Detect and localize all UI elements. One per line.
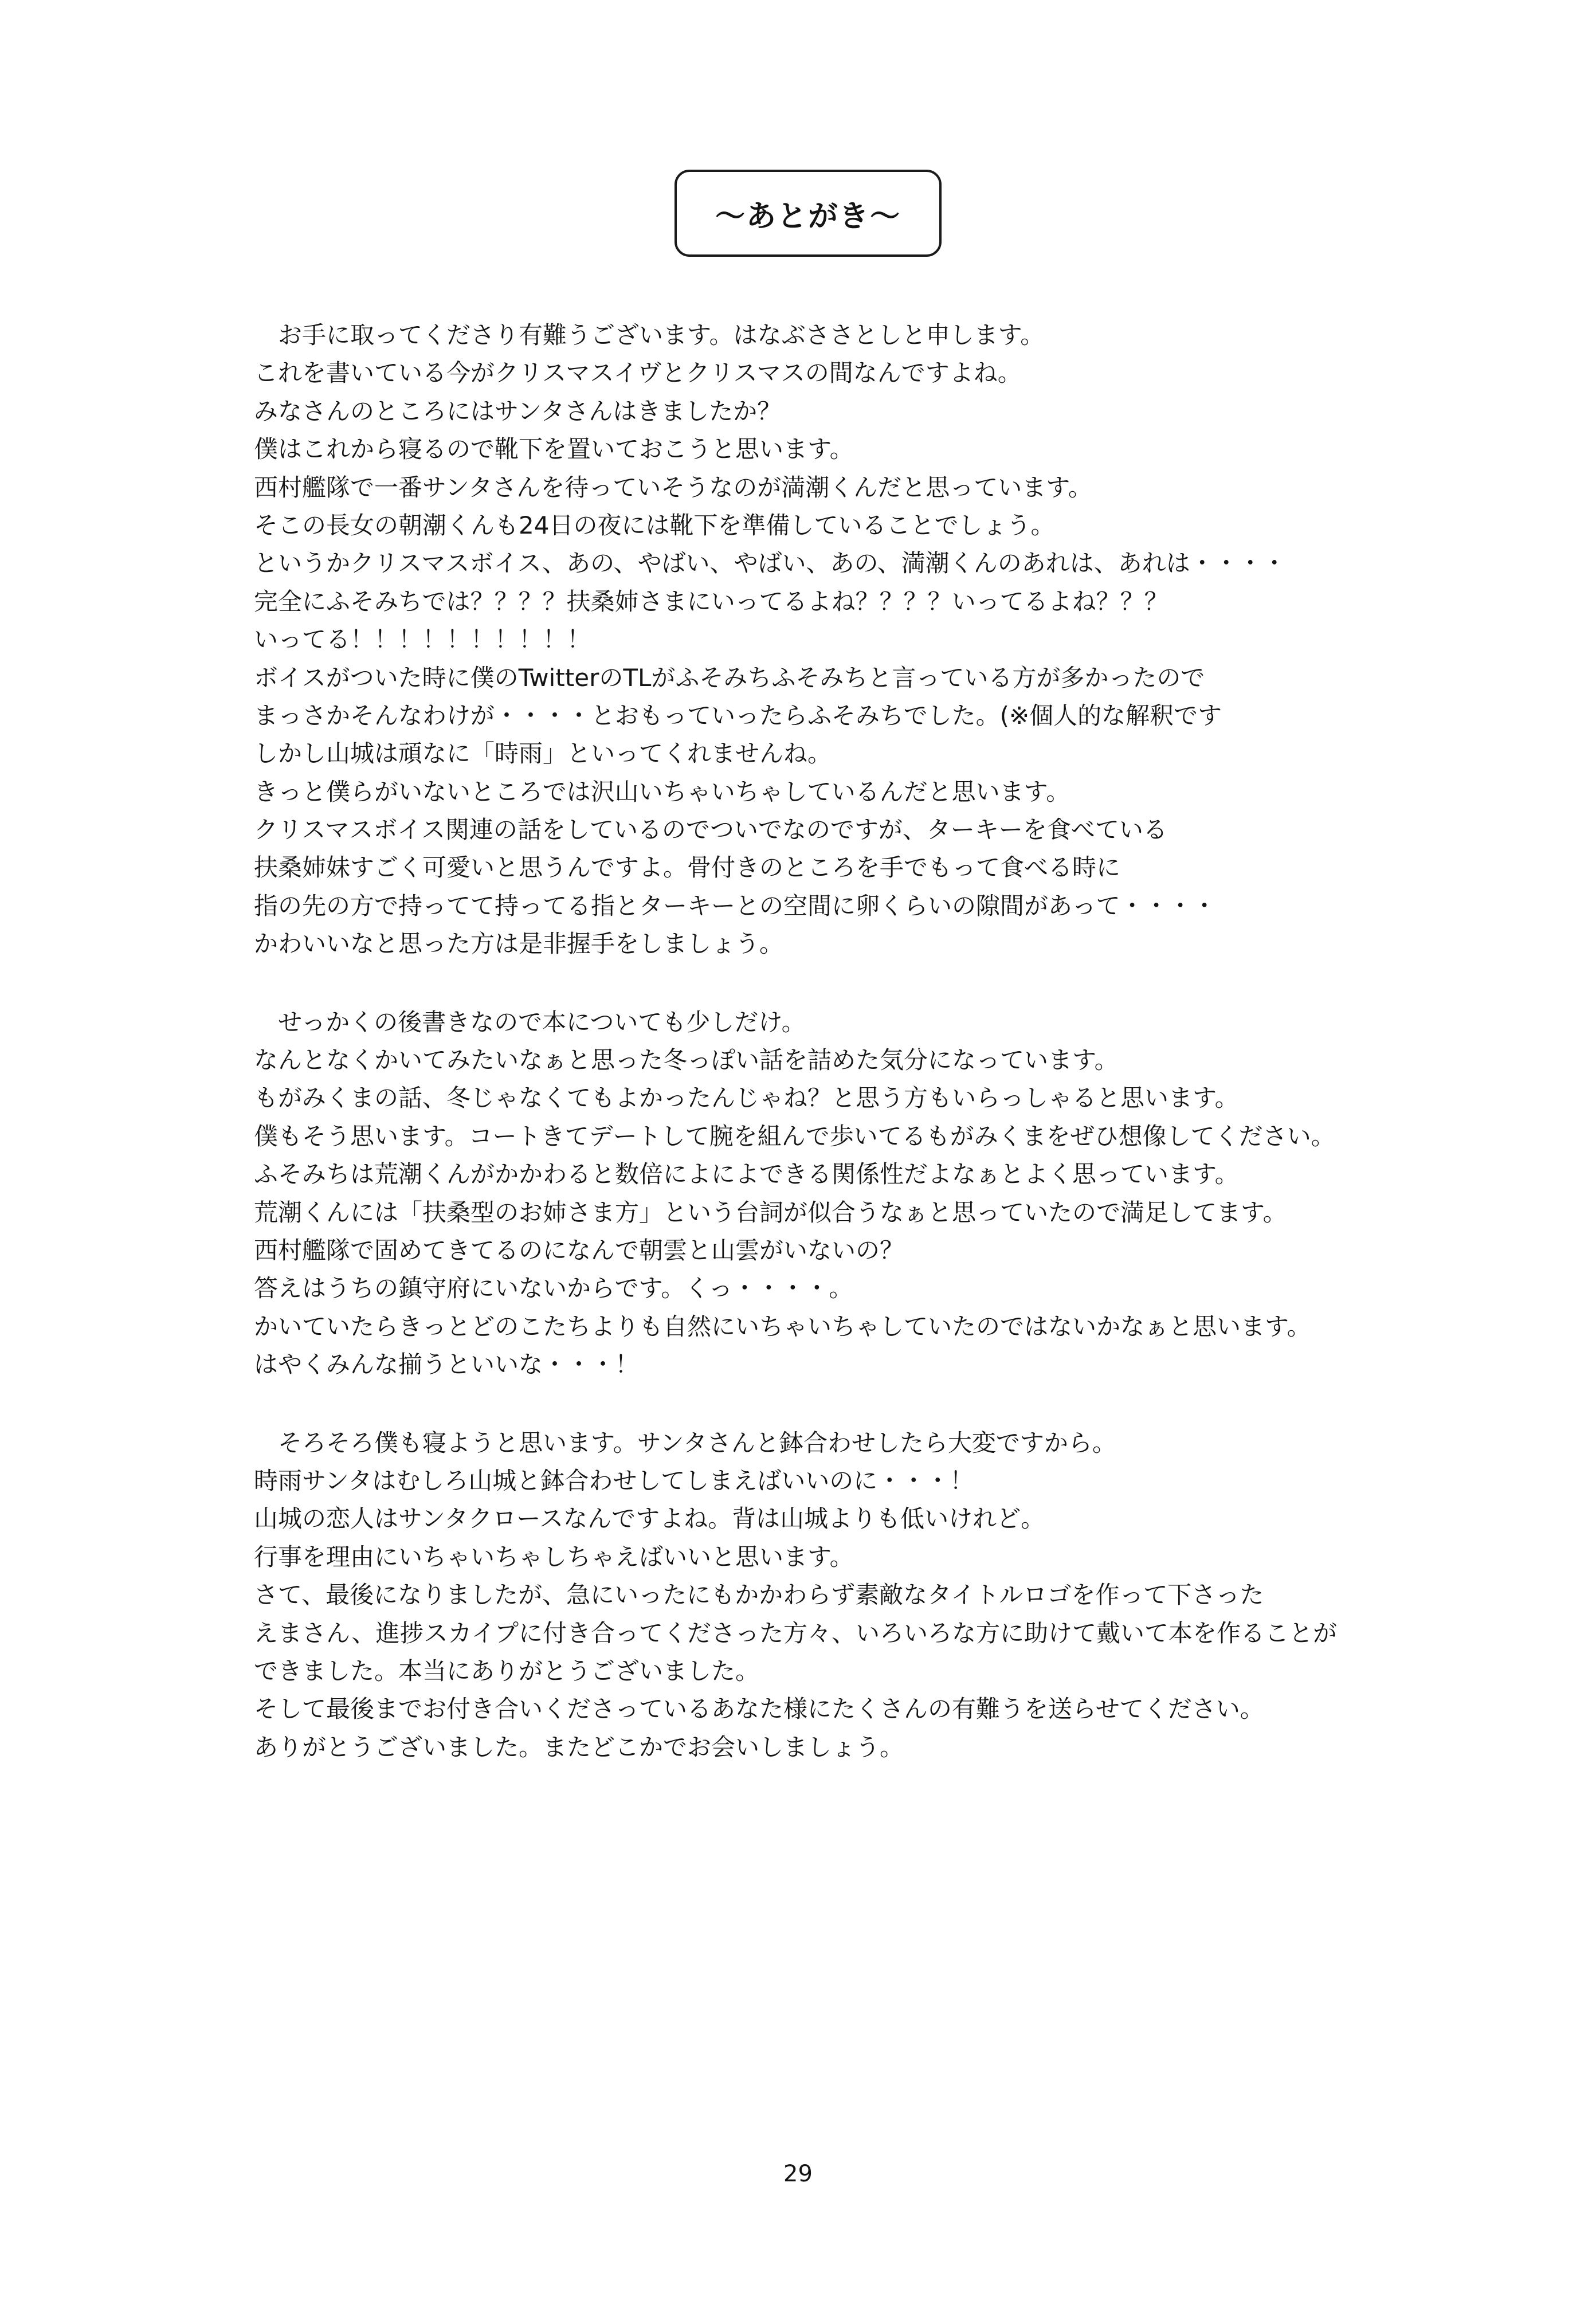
text-line: 指の先の方で持ってて持ってる指とターキーとの空間に卵くらいの隙間があって・・・・ [254,891,1217,920]
text-line: かわいいなと思った方は是非握手をしましょう。 [254,930,784,958]
text-line: 答えはうちの鎮守府にいないからです。くっ・・・・。 [254,1274,853,1303]
text-line: 完全にふそみちでは？？？？扶桑姉さまにいってるよね？？？？いってるよね？？？ [254,587,1168,616]
text-line: せっかくの後書きなので本についても少しだけ。 [254,1008,806,1036]
text-line: はやくみんな揃うといいな・・・！ [254,1350,640,1379]
paragraph-3 [254,1424,1400,1767]
text-line: なんとなくかいてみたいなぁと思った冬っぽい話を詰めた気分になっています。 [254,1046,1119,1075]
text-line: 僕もそう思います。コートきてデートして腕を組んで歩いてるもがみくまをぜひ想像してください。 [254,1122,1335,1150]
text-line: 山城の恋人はサンタクロースなんですよね。背は山城よりも低いけれど。 [254,1504,1045,1533]
text-line: しかし山城は頑なに「時雨」といってくれませんね。 [254,739,832,768]
text-line: これを書いている今がクリスマスイヴとクリスマスの間なんですよね。 [254,359,1022,387]
text-line: ありがとうございました。またどこかでお会いしましょう。 [254,1733,904,1761]
text-line: ふそみちは荒潮くんがかかわると数倍によによできる関係性だよなぁとよく思っています。 [254,1160,1239,1189]
text-line: 扶桑姉妹すごく可愛いと思うんですよ。骨付きのところを手でもって食べる時に [254,853,1121,882]
page-title: 〜あとがき〜 [715,199,901,234]
text-line: えまさん、進捗スカイプに付き合ってくださった方々、いろいろな方に助けて戴いて本を作ることが [254,1619,1338,1647]
paragraph-1 [254,316,1400,963]
text-line: いってる！！！！！！！！！！ [254,625,591,654]
text-line: 僕はこれから寝るので靴下を置いておこうと思います。 [254,435,854,464]
text-line: かいていたらきっとどのこたちよりも自然にいちゃいちゃしていたのではないかなぁと思います。 [254,1312,1311,1341]
text-line: みなさんのところにはサンタさんはきましたか？ [254,397,782,425]
text-line: できました。本当にありがとうございました。 [254,1656,760,1685]
text-line: 荒潮くんには「扶桑型のお姉さま方」という台詞が似合うなぁと思っていたので満足してます。 [254,1198,1287,1227]
paragraph-2 [254,1004,1400,1384]
text-line: きっと僕らがいないところでは沢山いちゃいちゃしているんだと思います。 [254,777,1070,806]
afterword-body [254,316,1400,1807]
text-line: まっさかそんなわけが・・・・とおもっていったらふそみちでした。(※個人的な解釈です [254,701,1222,730]
text-line: ボイスがついた時に僕のTwitterのTLがふそみちふそみちと言っている方が多かったので [254,663,1205,692]
text-line: 西村艦隊で一番サンタさんを待っていそうなのが満潮くんだと思っています。 [254,473,1092,501]
text-line: 時雨サンタはむしろ山城と鉢合わせしてしまえばいいのに・・・！ [254,1466,974,1495]
text-line: お手に取ってくださり有難うございます。はなぶささとしと申します。 [254,321,1045,349]
text-line: そして最後までお付き合いくださっているあなた様にたくさんの有難うを送らせてください。 [254,1695,1264,1723]
text-line: 西村艦隊で固めてきてるのになんで朝雲と山雲がいないの？ [254,1236,904,1264]
text-line: そこの長女の朝潮くんも24日の夜には靴下を準備していることでしょう。 [254,511,1055,539]
text-line: というかクリスマスボイス、あの、やばい、やばい、あの、満潮くんのあれは、あれは・・・・ [254,549,1287,578]
title-box [675,170,942,257]
text-line: クリスマスボイス関連の話をしているのでついでなのですが、ターキーを食べている [254,816,1167,844]
page-number: 29 [783,2161,813,2187]
text-line: そろそろ僕も寝ようと思います。サンタさんと鉢合わせしたら大変ですから。 [254,1428,1116,1457]
text-line: さて、最後になりましたが、急にいったにもかかわらず素敵なタイトルロゴを作って下さった [254,1581,1264,1609]
text-line: もがみくまの話、冬じゃなくてもよかったんじゃね？と思う方もいらっしゃると思います。 [254,1084,1239,1112]
text-line: 行事を理由にいちゃいちゃしちゃえばいいと思います。 [254,1542,854,1571]
